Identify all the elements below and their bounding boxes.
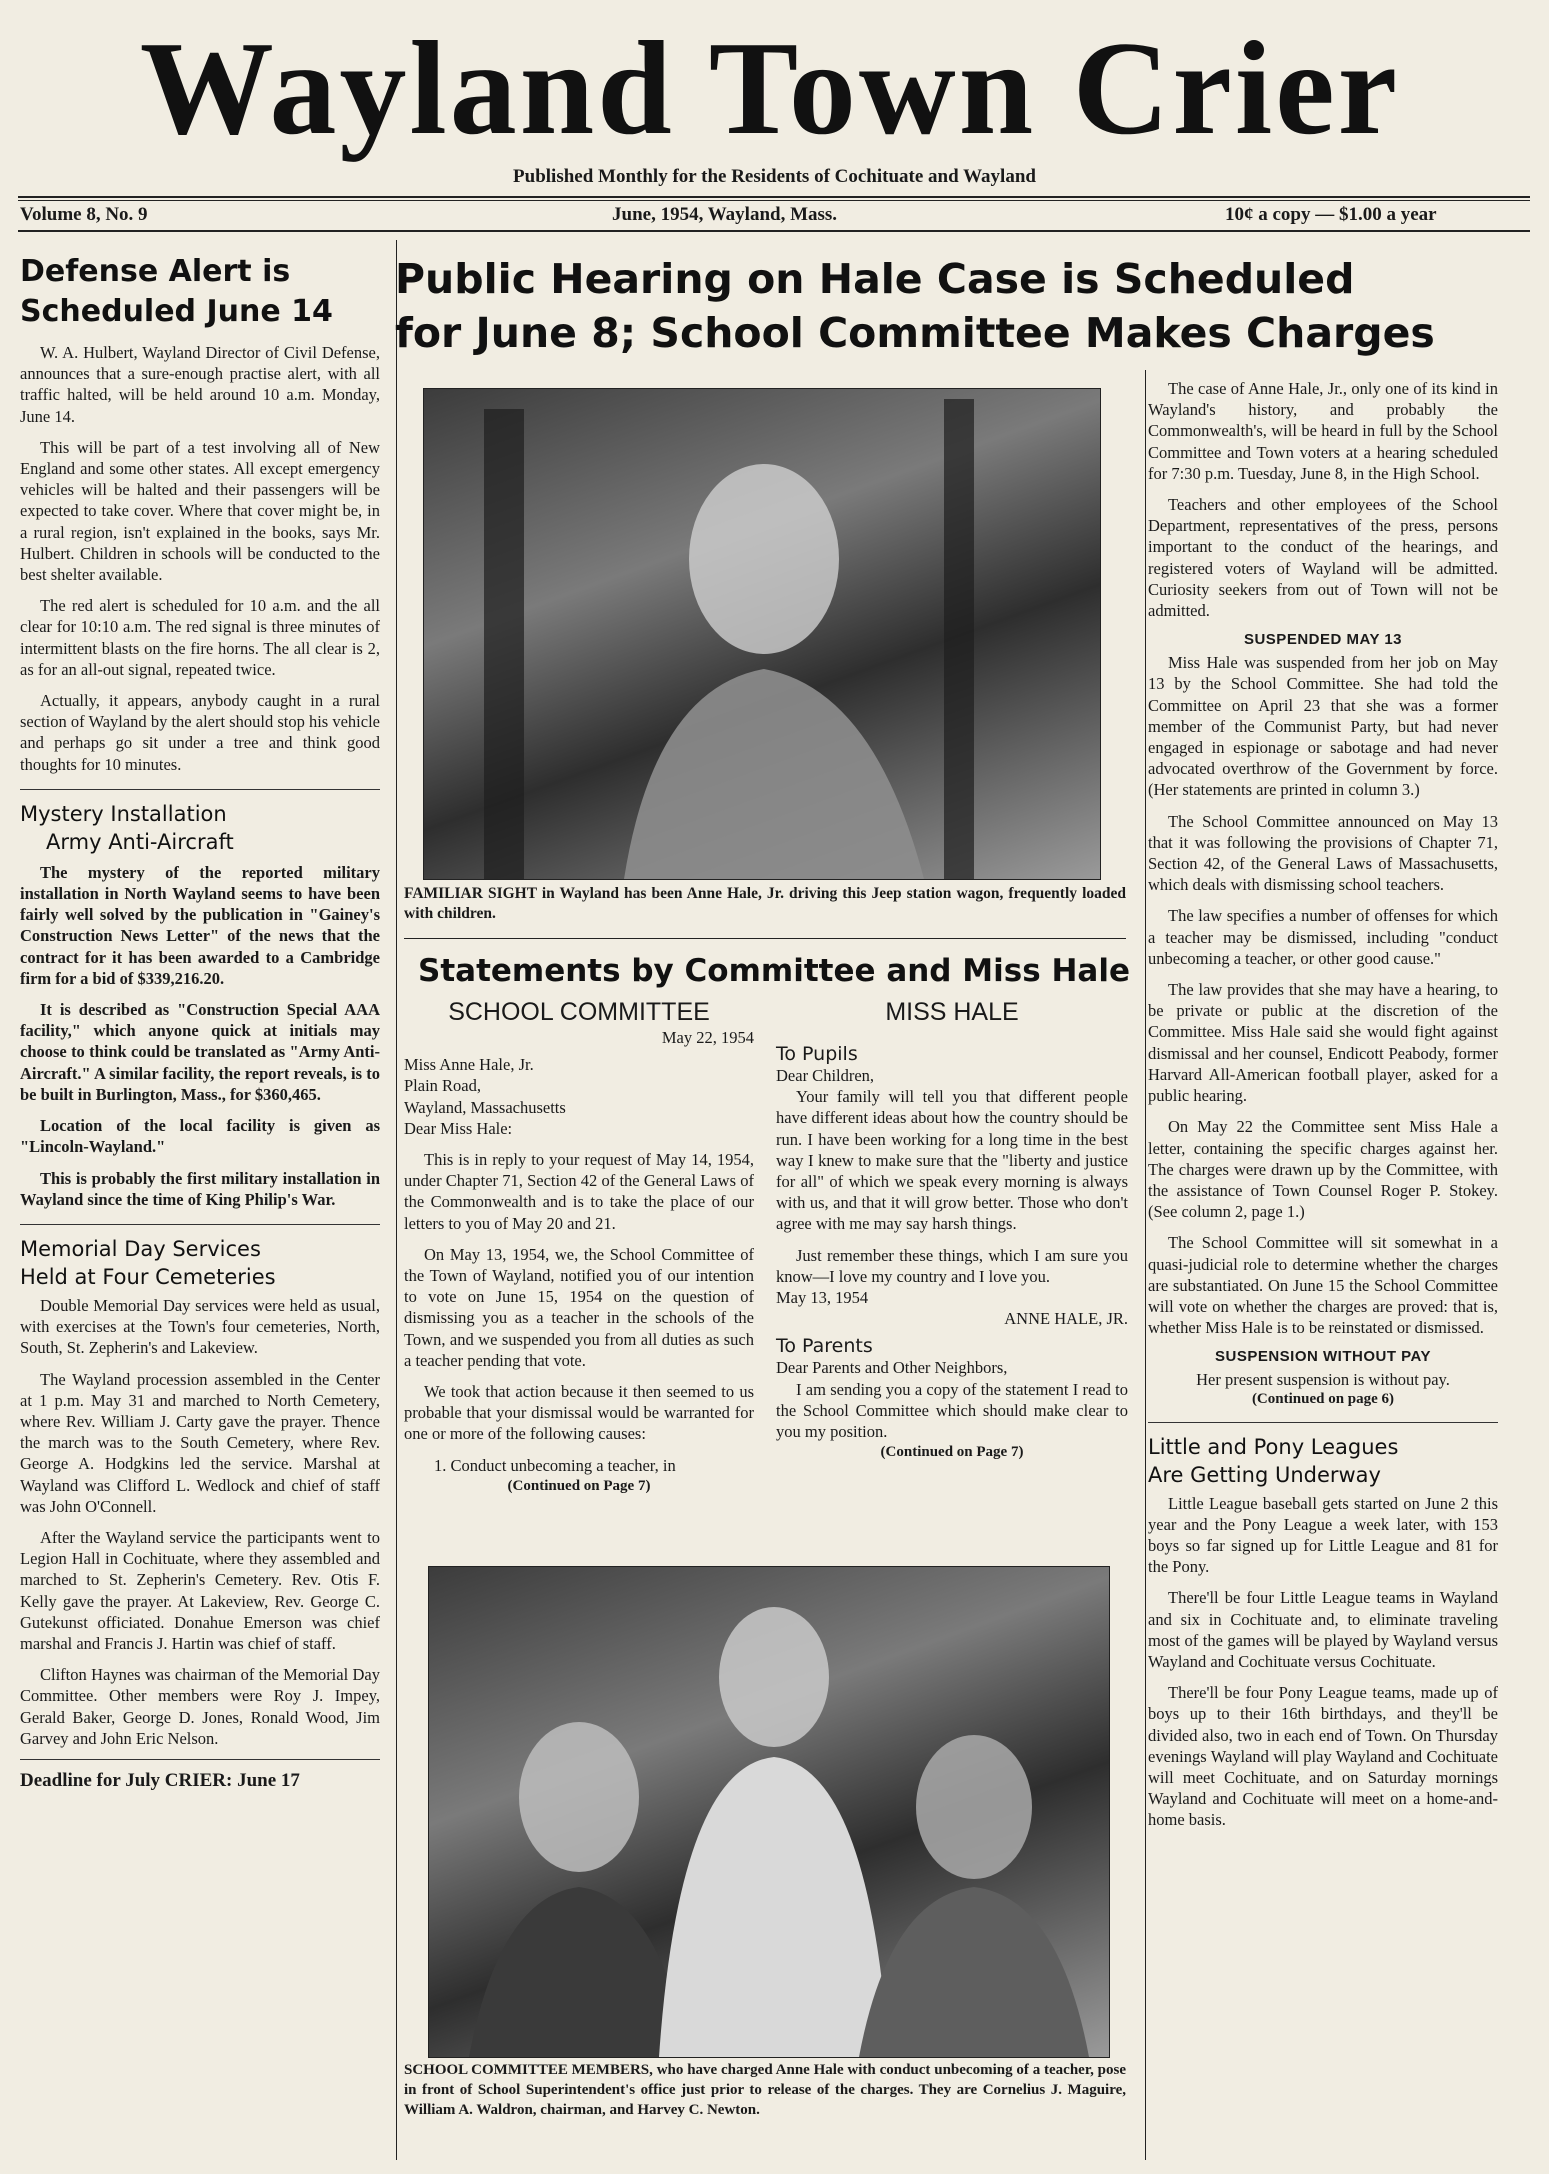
left-column [20, 252, 380, 2162]
parents-letter [776, 1357, 1128, 1442]
committee-paragraph: 1. Conduct unbecoming a teacher, in [434, 1455, 676, 1475]
column-divider-3 [1145, 370, 1146, 2160]
issue-date: June, 1954, Wayland, Mass. [612, 204, 838, 225]
committee-address [404, 1054, 754, 1139]
defense-paragraph: This will be part of a test involving all of New England and some other states. All except emergency vehicles will be halted and their passengers will be expected to take cover. Where that cover might be, in a rural region, isn't explained in the books, says Mr. Hulbert. Children in schools will be conducted to the best shelter available. [20, 437, 380, 585]
address-line: Dear Miss Hale: [404, 1118, 513, 1138]
photo-1-caption: FAMILIAR SIGHT in Wayland has been Anne Hale, Jr. driving this Jeep station wagon, frequently loaded with children. [404, 885, 1126, 922]
committee-paragraph: We took that action because it then seemed to us probable that your dismissal would be warranted for one or more of the following causes: [404, 1382, 754, 1444]
league-headline-1: Little and Pony Leagues [1148, 1434, 1399, 1459]
hale-case-paragraph: The law provides that she may have a hearing, to be private or public at the discretion of the Committee. Miss Hale said she would fight against dismissal and her counsel, Endicott Peabody, former Harvard All-American football player, asked for a public hearing. [1148, 980, 1498, 1106]
committee-paragraph: This is in reply to your request of May 14, 1954, under Chapter 71, Section 42 of the General Laws of the Commonwealth and is to take the place of our letters to you of May 20 and 21. [404, 1150, 754, 1233]
mystery-article [20, 862, 380, 1210]
mystery-paragraph: The mystery of the reported military installation in North Wayland seems to have been fairly well solved by the publication in "Gainey's Construction News Letter" of the news that the contract for it has been awarded to a Cambridge firm for a bid of $339,216.20. [20, 862, 380, 988]
hale-column-head: MISS HALE [885, 998, 1019, 1026]
deadline-notice: Deadline for July CRIER: June 17 [20, 1769, 300, 1791]
photo-placeholder-icon [424, 389, 1100, 879]
column-divider-1 [396, 240, 397, 2160]
defense-paragraph: W. A. Hulbert, Wayland Director of Civil Defense, announces that a sure-enough practise alert, with all traffic halted, will be held around 10 a.m. Monday, June 14. [20, 343, 380, 426]
hale-case-article [1148, 378, 1498, 621]
right-column [1148, 378, 1498, 2158]
main-headline-block [395, 252, 1535, 372]
masthead-subtitle: Published Monthly for the Residents of Cochituate and Wayland [513, 166, 1036, 187]
statements-rule [404, 938, 1126, 939]
photo-anne-hale-jeep [423, 388, 1101, 880]
memorial-headline-2: Held at Four Cemeteries [20, 1264, 276, 1289]
address-line: Plain Road, [404, 1076, 481, 1096]
suspended-subhead: SUSPENDED MAY 13 [1243, 631, 1403, 649]
memorial-headline-1: Memorial Day Services [20, 1236, 261, 1261]
pupils-signature: ANNE HALE, JR. [1004, 1309, 1128, 1329]
hale-case-paragraph: Miss Hale was suspended from her job on May 13 by the School Committee. She had told the Committee on April 23 that she was a former member of the Communist Party, but had never engaged in espionage or sabotage and had never advocated overthrow of the Government by force. (Her statements are printed in column 3.) [1148, 653, 1498, 800]
committee-continued: (Continued on Page 7) [507, 1477, 651, 1494]
masthead-title: Wayland Town Crier [139, 14, 1401, 162]
defense-headline: Defense Alert is Scheduled June 14 [20, 254, 333, 329]
league-paragraph: There'll be four Pony League teams, made up of boys up to their 16th birthdays, and they'll be divided also, two in each end of Town. On Thursday evenings Wayland will play Wayland and Cochituate will meet Cochituate, and on Saturday mornings Wayland and Cochituate will meet on a home-and-home basis. [1148, 1683, 1498, 1830]
main-headline-line-2: for June 8; School Committee Makes Charges [395, 309, 1435, 357]
main-headline-line-1: Public Hearing on Hale Case is Scheduled [395, 255, 1355, 303]
pupils-head: To Pupils [776, 1043, 858, 1065]
mystery-paragraph: It is described as "Construction Special AAA facility," which anyone quick at initials may choose to think could be translated as "Army Anti-Aircraft." A similar facility, the report reveals, is to be built in Burlington, Mass., for $360,465. [20, 1000, 380, 1104]
league-headline-2: Are Getting Underway [1148, 1462, 1381, 1487]
suspension-continued: (Continued on page 6) [1251, 1390, 1395, 1407]
photo-placeholder-icon [429, 1567, 1109, 2057]
committee-letter-date: May 22, 1954 [661, 1028, 754, 1047]
hale-case-paragraph: The law specifies a number of offenses for which a teacher may be dismissed, including "conduct unbecoming a teacher, or other good cause." [1148, 906, 1498, 968]
league-paragraph: Little League baseball gets started on June 2 this year and the Pony League a week later, with 153 boys so far signed up for Little League and 81 for the Pony. [1148, 1493, 1498, 1577]
pupils-paragraph: Just remember these things, which I am sure you know—I love my country and I love you. [776, 1245, 1128, 1286]
memorial-article [20, 1295, 380, 1749]
photo-school-committee [428, 1566, 1110, 2058]
statements-block [404, 950, 1144, 1570]
committee-letter [404, 1149, 754, 1476]
committee-column [404, 998, 754, 1495]
masthead-rule-bottom [18, 230, 1530, 232]
hale-case-paragraph: The case of Anne Hale, Jr., only one of its kind in Wayland's history, and probably the Commonwealth's, will be heard in full by the School Committee and Town voters at a hearing scheduled for 7:30 p.m. Tuesday, June 8, in the High School. [1148, 379, 1498, 483]
article-divider [20, 1224, 380, 1225]
memorial-paragraph: After the Wayland service the participants went to Legion Hall in Cochituate, where they assembled and marched to St. Zepherin's Cemetery. Rev. Otis F. Kelly gave the prayer. At Lakeview, Rev. George C. Gutekunst officiated. Donahue Emerson was chief marshal and Francis J. Hartin was chief of staff. [20, 1527, 380, 1653]
address-line: Miss Anne Hale, Jr. [404, 1055, 534, 1075]
pupils-letter [776, 1065, 1128, 1329]
mystery-headline-1: Mystery Installation [20, 801, 227, 826]
memorial-paragraph: Clifton Haynes was chairman of the Memorial Day Committee. Other members were Roy J. Impey, Gerald Baker, George D. Jones, Ronald Wood, Jim Garvey and John Eric Nelson. [20, 1665, 380, 1748]
defense-paragraph: The red alert is scheduled for 10 a.m. and the all clear for 10:10 a.m. The red signal is three minutes of intermittent blasts on the fire horns. The all clear is 2, as for an all-out signal, repeated twice. [20, 596, 380, 679]
article-divider [20, 1759, 380, 1760]
parents-greeting: Dear Parents and Other Neighbors, [776, 1358, 1008, 1378]
article-divider [20, 789, 380, 790]
defense-article [20, 342, 380, 775]
defense-paragraph: Actually, it appears, anybody caught in a rural section of Wayland by the alert should stop his vehicle and perhaps go sit under a tree and think good thoughts for 10 minutes. [20, 691, 380, 774]
mystery-paragraph: This is probably the first military installation in Wayland since the time of King Philip's War. [20, 1168, 380, 1209]
article-divider [1148, 1422, 1498, 1423]
memorial-paragraph: The Wayland procession assembled in the Center at 1 p.m. May 31 and marched to North Cemetery, where Rev. William J. Carty gave the prayer. Thence the march was to the South Cemetery, where Rev. George A. Hodgkins led the service. Marshal at Wayland was Clifford L. Wedlock and chief of staff was John O'Connell. [20, 1369, 380, 1516]
league-paragraph: There'll be four Little League teams in Wayland and six in Cochituate and, to eliminate traveling most of the games will be played by Wayland versus Wayland and Cochituate versus Cochituate. [1148, 1588, 1498, 1671]
hale-case-paragraph: The School Committee will sit somewhat in a quasi-judicial role to determine whether the charges are substantiated. On June 15 the School Committee will vote on whether the charges are proved: that is, whether Miss Hale is to be reinstated or dismissed. [1148, 1233, 1498, 1338]
address-line: Wayland, Massachusetts [404, 1097, 566, 1117]
issue-price: 10¢ a copy — $1.00 a year [1225, 204, 1437, 225]
masthead-rule-top-thin [18, 200, 1530, 201]
committee-column-head: SCHOOL COMMITTEE [448, 998, 710, 1026]
hale-continued: (Continued on Page 7) [880, 1444, 1024, 1461]
pupils-date: May 13, 1954 [776, 1288, 869, 1308]
league-article [1148, 1493, 1498, 1831]
volume-number: Volume 8, No. 9 [20, 204, 148, 225]
parents-head: To Parents [776, 1335, 873, 1358]
statements-headline: Statements by Committee and Miss Hale [418, 953, 1130, 989]
pupils-paragraph: Your family will tell you that different people have different ideas about how the country should be run. I have been working for a long time in the best way I knew to make sure that the "liberty and justice for all" of which we speak every morning is always with us, and that it will grow better. Those who don't agree with me may say harsh things. [776, 1087, 1128, 1234]
suspension-subhead: SUSPENSION WITHOUT PAY [1214, 1348, 1432, 1366]
hale-case-article-cont [1148, 652, 1498, 1338]
parents-paragraph: I am sending you a copy of the statement I read to the School Committee which should make clear to you my position. [776, 1379, 1128, 1442]
suspension-text: Her present suspension is without pay. [1196, 1370, 1450, 1390]
mystery-headline-2: Army Anti-Aircraft [46, 829, 234, 854]
mystery-paragraph: Location of the local facility is given as "Lincoln-Wayland." [20, 1116, 380, 1157]
memorial-paragraph: Double Memorial Day services were held as usual, with exercises at the Town's four cemeteries, North, South, St. Zepherin's and Lakeview. [20, 1295, 380, 1358]
hale-case-paragraph: Teachers and other employees of the School Department, representatives of the press, persons important to the conduct of the hearings, and registered voters of Wayland will be admitted. Curiosity seekers from out of Town will not be admitted. [1148, 495, 1498, 621]
hale-case-paragraph: The School Committee announced on May 13 that it was following the provisions of Chapter 71, Section 42, of the General Laws of Massachusetts, which deals with dismissing school teachers. [1148, 811, 1498, 895]
pupils-greeting: Dear Children, [776, 1066, 875, 1085]
hale-column [776, 998, 1128, 1461]
hale-case-paragraph: On May 22 the Committee sent Miss Hale a letter, containing the specific charges against her. The charges were drawn up by the Committee, with the assistance of Town Counsel Roger P. Stokey. (See column 2, page 1.) [1148, 1117, 1498, 1222]
masthead-rule-top [18, 196, 1530, 198]
committee-paragraph: On May 13, 1954, we, the School Committee of the Town of Wayland, notified you of our intention to vote on June 15, 1954 on the question of dismissing you as a teacher in the schools of the Town, and we suspended you from all duties as such a teacher pending that vote. [404, 1244, 754, 1370]
photo-2-caption: SCHOOL COMMITTEE MEMBERS, who have charged Anne Hale with conduct unbecoming of a teacher, pose in front of School Superintendent's office just prior to release of the charges. They are Cornelius J. Maguire, William A. Waldron, chairman, and Harvey C. Newton. [404, 2062, 1126, 2118]
